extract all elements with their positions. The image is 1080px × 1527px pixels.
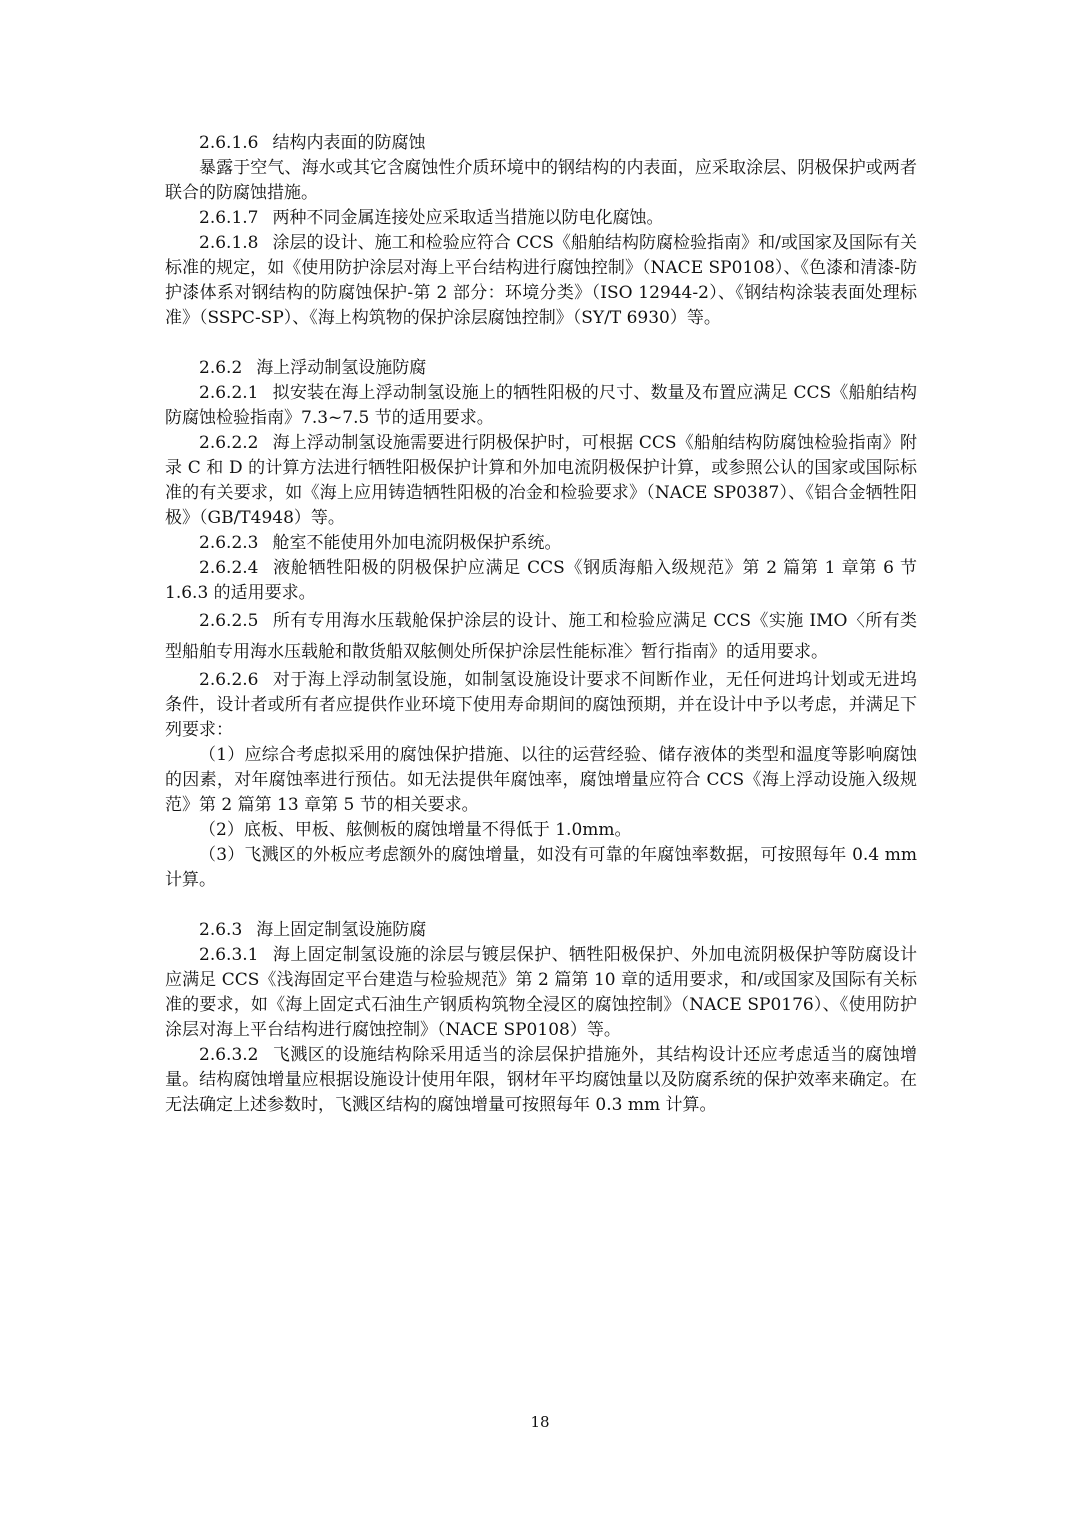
clause-text: 对于海上浮动制氢设施，如制氢设施设计要求不间断作业，无任何进坞计划或无进坞条件，设计者或所有者应提供作业环境下使用寿命期间的腐蚀预期，并在设计中予以考虑，并满足下列要求： [165,670,917,740]
clause-number: 2.6.2.4 [199,558,259,578]
clause-number: 2.6.2.2 [199,433,259,453]
section-number: 2.6.3 [199,920,243,940]
clause-text: 涂层的设计、施工和检验应符合 CCS《船舶结构防腐检验指南》和/或国家及国际有关标准的规定，如《使用防护涂层对海上平台结构进行腐蚀控制》（NACE SP0108）、《色漆和清漆-防护漆体系对钢结构的防腐蚀保护-第 2 部分：环境分类》（ISO 12944-2）、《钢结构涂装表面处理标准》（SSPC-SP）、《海上构筑物的保护涂层腐蚀控制》（SY/T 6930）等。 [165,233,917,328]
clause-2-6-1-8 [165,231,917,331]
clause-2-6-2-2 [165,431,917,531]
clause-text: 海上固定制氢设施的涂层与镀层保护、牺牲阳极保护、外加电流阴极保护等防腐设计应满足 CCS《浅海固定平台建造与检验规范》第 2 篇第 10 章的适用要求，和/或国家及国际有关标准的要求，如《海上固定式石油生产钢质构筑物全浸区的腐蚀控制》（NACE SP0176）、《使用防护涂层对海上平台结构进行腐蚀控制》（NACE SP0108）等。 [165,945,917,1040]
clause-number: 2.6.1.7 [199,208,259,228]
section-2-6-3-heading [165,918,917,943]
clause-number: 2.6.2.1 [199,383,259,403]
clause-2-6-1-7 [165,206,917,231]
clause-number: 2.6.2.6 [199,670,259,690]
clause-2-6-2-5 [165,606,917,668]
clause-number: 2.6.1.8 [199,233,259,253]
clause-number: 2.6.1.6 [199,133,259,153]
clause-text: 液舱牺牲阳极的阴极保护应满足 CCS《钢质海船入级规范》第 2 篇第 1 章第 6 节 1.6.3 的适用要求。 [165,558,917,603]
section-number: 2.6.2 [199,358,243,378]
section-gap [165,893,917,918]
clause-text: 两种不同金属连接处应采取适当措施以防电化腐蚀。 [272,208,664,228]
clause-2-6-3-1 [165,943,917,1043]
clause-2-6-2-1 [165,381,917,431]
clause-2-6-3-2 [165,1043,917,1118]
requirement-item-1: （1）应综合考虑拟采用的腐蚀保护措施、以往的运营经验、储存液体的类型和温度等影响腐蚀的因素，对年腐蚀率进行预估。如无法提供年腐蚀率，腐蚀增量应符合 CCS《海上浮动设施入级规范》第 2 篇第 13 章第 5 节的相关要求。 [165,745,917,815]
section-gap [165,331,917,356]
clause-2-6-2-6 [165,668,917,743]
clause-text: 舱室不能使用外加电流阴极保护系统。 [272,533,562,553]
clause-number: 2.6.2.5 [199,611,259,631]
requirement-item-2: （2）底板、甲板、舷侧板的腐蚀增量不得低于 1.0mm。 [199,820,632,840]
clause-2-6-1-6-heading [165,131,917,156]
clause-number: 2.6.2.3 [199,533,259,553]
section-title: 海上固定制氢设施防腐 [256,920,427,940]
page-number: 18 [530,1413,550,1431]
clause-number: 2.6.3.1 [199,945,259,965]
section-title: 海上浮动制氢设施防腐 [256,358,427,378]
clause-2-6-2-4 [165,556,917,606]
clause-number: 2.6.3.2 [199,1045,259,1065]
page-content [165,131,917,1118]
section-2-6-2-heading [165,356,917,381]
clause-text: 所有专用海水压载舱保护涂层的设计、施工和检验应满足 CCS《实施 IMO〈所有类型船舶专用海水压载舱和散货船双舷侧处所保护涂层性能标准〉暂行指南》的适用要求。 [165,611,917,662]
clause-2-6-1-6-body: 暴露于空气、海水或其它含腐蚀性介质环境中的钢结构的内表面，应采取涂层、阴极保护或两者联合的防腐蚀措施。 [165,158,917,203]
requirement-item-3: （3）飞溅区的外板应考虑额外的腐蚀增量，如没有可靠的年腐蚀率数据，可按照每年 0.4 mm 计算。 [165,845,917,890]
clause-text: 海上浮动制氢设施需要进行阴极保护时，可根据 CCS《船舶结构防腐蚀检验指南》附录 C 和 D 的计算方法进行牺牲阳极保护计算和外加电流阴极保护计算，或参照公认的国家或国际标准的有关要求，如《海上应用铸造牺牲阳极的冶金和检验要求》（NACE SP0387）、《铝合金牺牲阳极》（GB/T4948）等。 [165,433,917,528]
clause-title: 结构内表面的防腐蚀 [272,133,426,153]
clause-text: 拟安装在海上浮动制氢设施上的牺牲阳极的尺寸、数量及布置应满足 CCS《船舶结构防腐蚀检验指南》7.3~7.5 节的适用要求。 [165,383,917,428]
clause-2-6-2-3 [165,531,917,556]
clause-text: 飞溅区的设施结构除采用适当的涂层保护措施外，其结构设计还应考虑适当的腐蚀增量。结构腐蚀增量应根据设施设计使用年限，钢材年平均腐蚀量以及防腐系统的保护效率来确定。在无法确定上述参数时，飞溅区结构的腐蚀增量可按照每年 0.3 mm 计算。 [165,1045,917,1115]
